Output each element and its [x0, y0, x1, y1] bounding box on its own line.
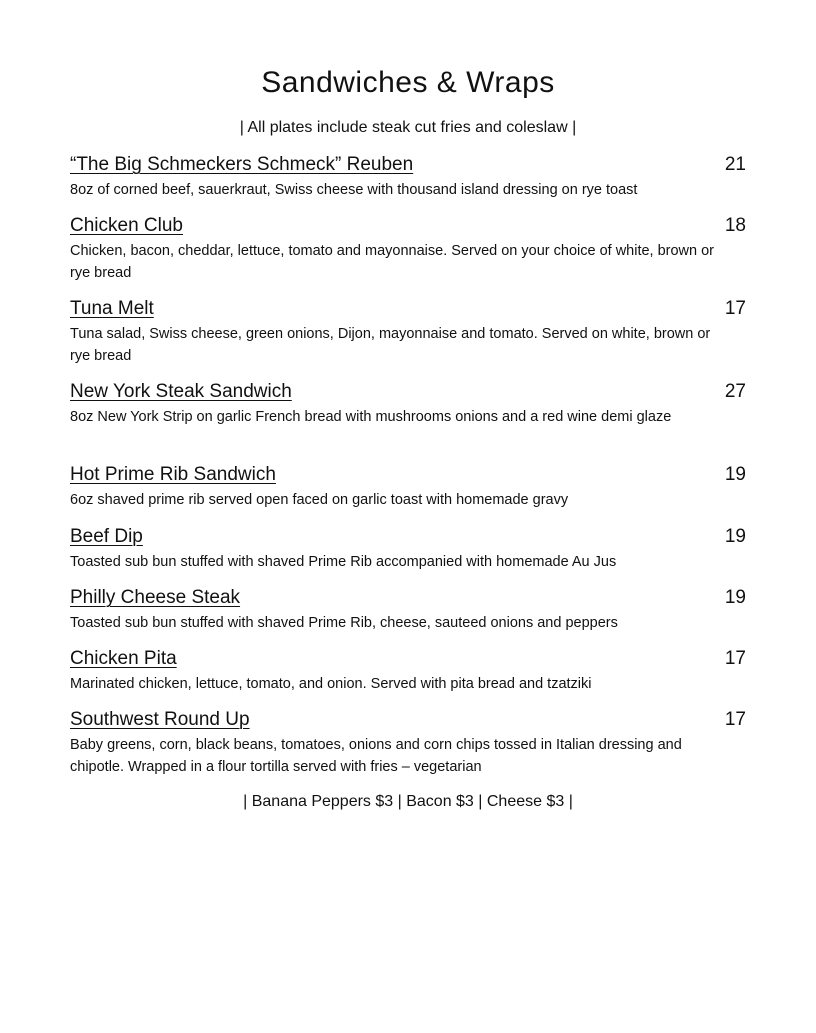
item-description: 8oz New York Strip on garlic French bread with mushrooms onions and a red wine demi glaze [70, 409, 672, 425]
menu-item [70, 648, 746, 695]
item-description: 6oz shaved prime rib served open faced on garlic toast with homemade gravy [70, 492, 569, 508]
subtitle: | All plates include steak cut fries and coleslaw | [239, 119, 577, 136]
item-name: Tuna Melt [70, 298, 154, 319]
item-price: 21 [724, 154, 746, 175]
menu-item [70, 154, 746, 201]
item-description: Toasted sub bun stuffed with shaved Prime Rib accompanied with homemade Au Jus [70, 554, 617, 570]
menu-item [70, 587, 746, 634]
item-description: Baby greens, corn, black beans, tomatoes, onions and corn chips tossed in Italian dressing and chipotle. Wrapped in a flour tortilla served with fries – vegetarian [70, 737, 682, 775]
item-price: 17 [724, 298, 746, 319]
item-price: 19 [724, 587, 746, 608]
item-name: Chicken Club [70, 215, 183, 236]
item-name: Hot Prime Rib Sandwich [70, 464, 276, 485]
item-description: Marinated chicken, lettuce, tomato, and onion. Served with pita bread and tzatziki [70, 676, 592, 692]
item-name: Philly Cheese Steak [70, 587, 241, 608]
item-name: Beef Dip [70, 526, 143, 547]
item-description: Toasted sub bun stuffed with shaved Prime Rib, cheese, sauteed onions and peppers [70, 615, 618, 631]
menu-item [70, 526, 746, 573]
item-price: 17 [724, 709, 746, 730]
item-price: 19 [724, 464, 746, 485]
page-title: Sandwiches & Wraps [261, 66, 555, 99]
menu-item [70, 709, 746, 778]
item-name: New York Steak Sandwich [70, 381, 292, 402]
item-price: 17 [724, 648, 746, 669]
menu-item [70, 381, 746, 428]
item-description: Tuna salad, Swiss cheese, green onions, Dijon, mayonnaise and tomato. Served on white, brown or rye bread [70, 326, 711, 364]
menu-item [70, 215, 746, 284]
item-description: Chicken, bacon, cheddar, lettuce, tomato and mayonnaise. Served on your choice of white, brown or rye bread [70, 243, 715, 281]
item-description: 8oz of corned beef, sauerkraut, Swiss cheese with thousand island dressing on rye toast [70, 182, 638, 198]
item-name: “The Big Schmeckers Schmeck” Reuben [70, 154, 414, 175]
addons-line: | Banana Peppers $3 | Bacon $3 | Cheese $3 | [243, 793, 573, 810]
item-price: 18 [724, 215, 746, 236]
item-name: Chicken Pita [70, 648, 177, 669]
item-name: Southwest Round Up [70, 709, 250, 730]
menu-item [70, 464, 746, 511]
item-price: 19 [724, 526, 746, 547]
menu-item [70, 298, 746, 367]
item-price: 27 [724, 381, 746, 402]
